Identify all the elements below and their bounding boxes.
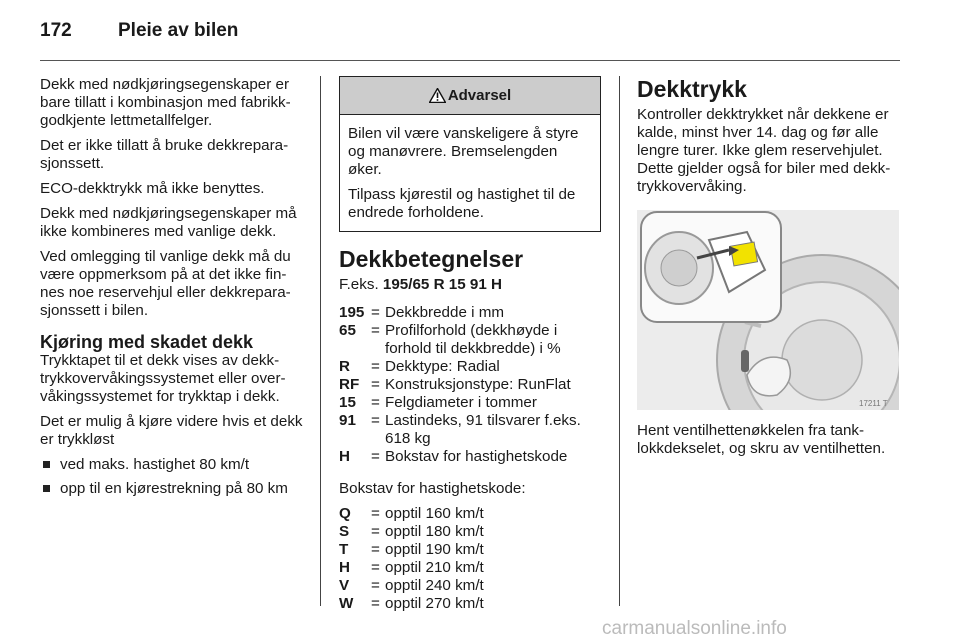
def-text: Bokstav for hastighetskode	[385, 448, 568, 465]
watermark: carmanualsonline.info	[602, 618, 787, 639]
def-key: 65	[339, 322, 356, 339]
example-code: 195/65 R 15 91 H	[382, 276, 502, 293]
def-key: Q	[339, 505, 351, 522]
def-eq: =	[371, 322, 380, 339]
def-eq: =	[371, 376, 380, 393]
def-key: 91	[339, 412, 356, 429]
figure-caption: Hent ventilhettenøkkelen fra tank-lokkdekselet, og skru av ventilhetten.	[637, 422, 886, 457]
section-heading: Dekkbetegnelser	[339, 246, 524, 272]
paragraph: Det er ikke tillatt å bruke dekkrepara-sjonssett.	[40, 137, 289, 172]
def-eq: =	[371, 595, 380, 612]
section-heading: Kjøring med skadet dekk	[40, 332, 254, 352]
list-item: ved maks. hastighet 80 km/t	[40, 456, 310, 474]
paragraph: Ved omlegging til vanlige dekk må du være oppmerksom på at det ikke fin-nes noe reservehjul eller dekkrepara-sjonssett i bilen.	[40, 248, 291, 319]
column-left	[40, 76, 310, 504]
def-key: H	[339, 559, 350, 576]
def-eq: =	[371, 304, 380, 321]
def-text: opptil 190 km/t	[385, 541, 484, 558]
page-number: 172	[40, 20, 72, 41]
example-line	[339, 276, 601, 294]
warning-box	[339, 76, 601, 232]
def-key: 195	[339, 304, 365, 321]
paragraph: Trykktapet til et dekk vises av dekk-trykkovervåkingssystemet eller over-våkingssystemet for trykktap i dekk.	[40, 352, 286, 405]
column-middle	[339, 76, 601, 627]
def-key: V	[339, 577, 350, 594]
column-right	[637, 76, 905, 465]
def-text: opptil 160 km/t	[385, 505, 484, 522]
def-key: W	[339, 595, 354, 612]
def-text: opptil 240 km/t	[385, 577, 484, 594]
def-text: opptil 210 km/t	[385, 559, 484, 576]
section-heading: Dekktrykk	[637, 76, 747, 102]
def-eq: =	[371, 412, 380, 429]
list-item: opp til en kjørestrekning på 80 km	[40, 480, 310, 498]
header-rule	[40, 60, 900, 61]
def-text: Dekkbredde i mm	[385, 304, 505, 321]
warning-triangle-icon	[429, 88, 446, 103]
def-key: H	[339, 448, 350, 465]
def-key: RF	[339, 376, 360, 393]
def-eq: =	[371, 358, 380, 375]
page-title: Pleie av bilen	[118, 20, 239, 41]
fuel-flap-tyre-illustration	[637, 210, 899, 410]
def-key: 15	[339, 394, 356, 411]
column-divider	[619, 76, 620, 606]
example-prefix: F.eks.	[339, 276, 379, 293]
def-eq: =	[371, 577, 380, 594]
def-text: Felgdiameter i tommer	[385, 394, 537, 411]
def-text: opptil 180 km/t	[385, 523, 484, 540]
paragraph: Dekk med nødkjøringsegenskaper er bare tillatt i kombinasjon med fabrikk-godkjente lettmetallfelger.	[40, 76, 291, 129]
def-key: T	[339, 541, 349, 558]
warning-title: Advarsel	[447, 86, 512, 104]
paragraph: Det er mulig å kjøre videre hvis et dekk er trykkløst	[40, 413, 303, 448]
def-eq: =	[371, 448, 380, 465]
def-text: Konstruksjonstype: RunFlat	[385, 376, 571, 393]
def-eq: =	[371, 523, 380, 540]
column-divider	[320, 76, 321, 606]
def-text: Dekktype: Radial	[385, 358, 500, 375]
def-eq: =	[371, 541, 380, 558]
figure-number: 17211 T	[859, 399, 888, 408]
def-text: Lastindeks, 91 tilsvarer f.eks. 618 kg	[385, 412, 581, 447]
paragraph: ECO-dekktrykk må ikke benyttes.	[40, 180, 265, 197]
def-key: R	[339, 358, 350, 375]
def-text: Profilforhold (dekkhøyde i forhold til dekkbredde) i %	[385, 322, 561, 357]
def-eq: =	[371, 559, 380, 576]
def-key: S	[339, 523, 350, 540]
def-eq: =	[371, 505, 380, 522]
designation-table	[339, 304, 601, 466]
warning-header	[340, 77, 600, 115]
paragraph: Dekk med nødkjøringsegenskaper må ikke kombineres med vanlige dekk.	[40, 205, 297, 240]
def-eq: =	[371, 394, 380, 411]
def-text: opptil 270 km/t	[385, 595, 484, 612]
paragraph: Bokstav for hastighetskode:	[339, 480, 526, 497]
page-header	[40, 20, 238, 42]
bullet-list	[40, 456, 310, 498]
illustration-fuel-cap-valve-key	[637, 210, 899, 410]
paragraph: Kontroller dekktrykket når dekkene er kalde, minst hver 14. dag og før alle lengre turer. Ikke glem reservehjulet. Dette gjelder også for biler med dekk-trykkovervåking.	[637, 106, 891, 195]
paragraph: Tilpass kjørestil og hastighet til de endrede forholdene.	[348, 186, 576, 221]
warning-body	[340, 115, 600, 231]
speed-code-table	[339, 505, 601, 613]
paragraph: Bilen vil være vanskeligere å styre og manøvrere. Bremselengden øker.	[348, 125, 579, 178]
